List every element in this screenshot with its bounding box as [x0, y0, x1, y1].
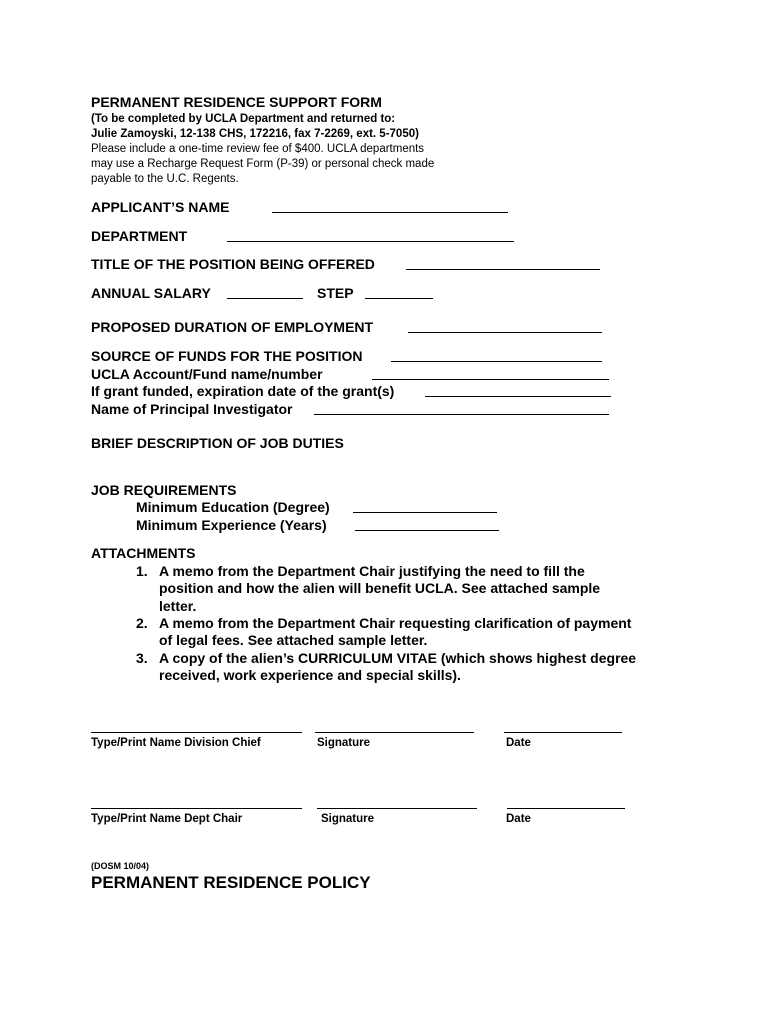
- attachment-3-number: 3.: [136, 650, 148, 666]
- applicant-name-label: APPLICANT’S NAME: [91, 199, 230, 215]
- dept-chair-name-label: Type/Print Name Dept Chair: [91, 813, 243, 825]
- position-title-label: TITLE OF THE POSITION BEING OFFERED: [91, 256, 375, 272]
- source-of-funds-line[interactable]: [391, 361, 602, 362]
- position-title-line[interactable]: [406, 269, 600, 270]
- attachment-3-line-2: received, work experience and special skills).: [159, 667, 461, 683]
- source-of-funds-label: SOURCE OF FUNDS FOR THE POSITION: [91, 348, 363, 364]
- dept-chair-signature-label: Signature: [321, 813, 375, 825]
- department-line[interactable]: [227, 241, 514, 242]
- attachments-heading: ATTACHMENTS: [91, 545, 196, 561]
- attachment-1-number: 1.: [136, 563, 148, 579]
- min-education-label: Minimum Education (Degree): [136, 499, 330, 515]
- division-chief-date-label: Date: [506, 737, 531, 749]
- form-title: PERMANENT RESIDENCE SUPPORT FORM: [91, 94, 382, 110]
- grant-expiration-label: If grant funded, expiration date of the grant(s): [91, 383, 395, 399]
- attachment-2-line-1: A memo from the Department Chair requesting clarification of payment: [159, 615, 632, 631]
- division-chief-date-line[interactable]: [504, 732, 622, 733]
- dept-chair-date-line[interactable]: [507, 808, 625, 809]
- duration-label: PROPOSED DURATION OF EMPLOYMENT: [91, 319, 374, 335]
- min-education-line[interactable]: [353, 512, 497, 513]
- dept-chair-date-label: Date: [506, 813, 531, 825]
- division-chief-signature-line[interactable]: [315, 732, 474, 733]
- instructions-line-2: Julie Zamoyski, 12-138 CHS, 172216, fax 7-2269, ext. 5-7050): [91, 128, 419, 140]
- applicant-name-line[interactable]: [272, 212, 508, 213]
- policy-title: PERMANENT RESIDENCE POLICY: [91, 873, 371, 892]
- attachment-1-line-3: letter.: [159, 598, 197, 614]
- division-chief-signature-label: Signature: [317, 737, 371, 749]
- attachment-3-line-1: A copy of the alien’s CURRICULUM VITAE (which shows highest degree: [159, 650, 637, 666]
- principal-investigator-line[interactable]: [314, 414, 609, 415]
- attachment-2-line-2: of legal fees. See attached sample letter.: [159, 632, 428, 648]
- instructions-line-1: (To be completed by UCLA Department and returned to:: [91, 113, 396, 125]
- grant-expiration-line[interactable]: [425, 396, 611, 397]
- form-code: (DOSM 10/04): [91, 861, 150, 871]
- step-label: STEP: [317, 285, 354, 301]
- attachment-1-line-2: position and how the alien will benefit UCLA. See attached sample: [159, 580, 601, 596]
- annual-salary-label: ANNUAL SALARY: [91, 285, 211, 301]
- attachment-2-number: 2.: [136, 615, 148, 631]
- min-experience-line[interactable]: [355, 530, 499, 531]
- division-chief-name-label: Type/Print Name Division Chief: [91, 737, 261, 749]
- annual-salary-line[interactable]: [227, 298, 303, 299]
- job-duties-label: BRIEF DESCRIPTION OF JOB DUTIES: [91, 435, 344, 451]
- fee-note-line-3: payable to the U.C. Regents.: [91, 173, 239, 185]
- dept-chair-name-line[interactable]: [91, 808, 302, 809]
- ucla-account-line[interactable]: [372, 379, 609, 380]
- attachment-1-line-1: A memo from the Department Chair justifying the need to fill the: [159, 563, 585, 579]
- duration-line[interactable]: [408, 332, 602, 333]
- department-label: DEPARTMENT: [91, 228, 188, 244]
- fee-note-line-2: may use a Recharge Request Form (P-39) or personal check made: [91, 158, 435, 170]
- min-experience-label: Minimum Experience (Years): [136, 517, 327, 533]
- division-chief-name-line[interactable]: [91, 732, 302, 733]
- fee-note-line-1: Please include a one-time review fee of $400. UCLA departments: [91, 143, 425, 155]
- job-requirements-heading: JOB REQUIREMENTS: [91, 482, 237, 498]
- step-line[interactable]: [365, 298, 433, 299]
- dept-chair-signature-line[interactable]: [317, 808, 477, 809]
- ucla-account-label: UCLA Account/Fund name/number: [91, 366, 323, 382]
- principal-investigator-label: Name of Principal Investigator: [91, 401, 293, 417]
